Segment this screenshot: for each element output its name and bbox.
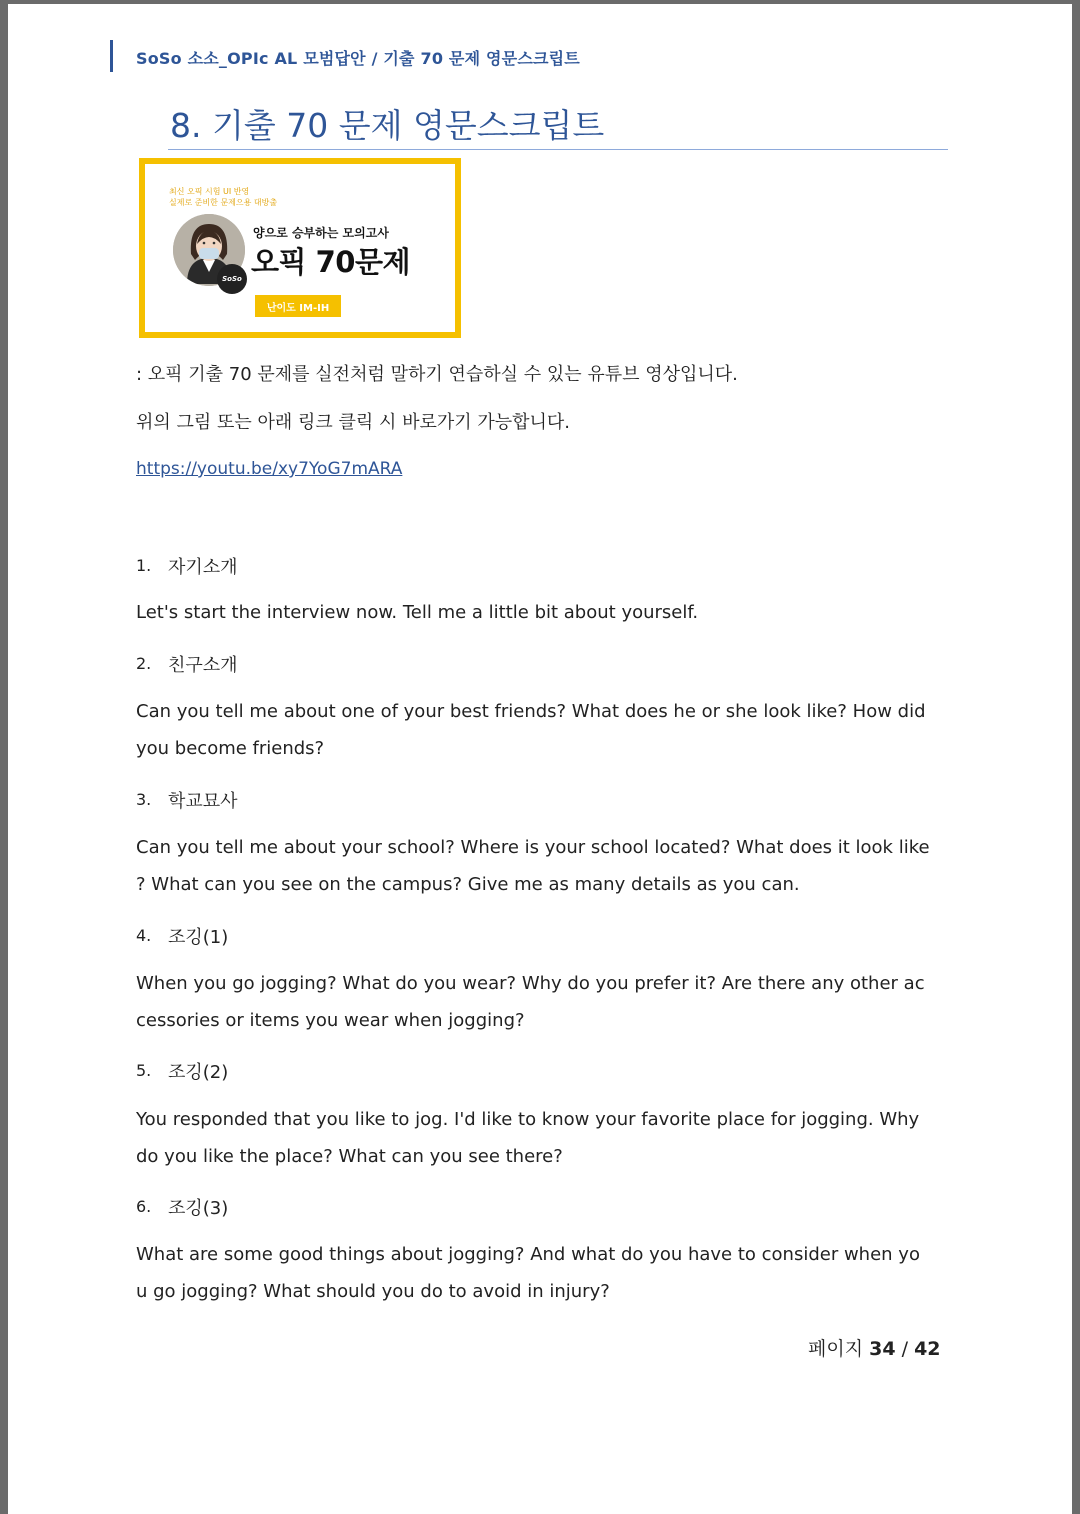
thumbnail-main-title: 오픽 70문제: [251, 245, 411, 279]
thumbnail-tagline: 최신 오픽 시험 UI 반영 실제로 준비한 문제으용 대방출: [169, 187, 278, 207]
intro-line-2: 위의 그림 또는 아래 링크 클릭 시 바로가기 가능합니다.: [136, 412, 571, 433]
question-title: 학교묘사: [168, 791, 238, 812]
section-title: 8. 기출 70 문제 영문스크립트: [170, 106, 605, 145]
document-page: [8, 4, 1072, 1514]
question-number: 5.: [136, 1061, 152, 1080]
header-breadcrumb: SoSo 소소_OPIc AL 모범답안 / 기출 70 문제 영문스크립트: [136, 49, 580, 68]
header-accent-bar: [110, 40, 113, 72]
question-text: Can you tell me about one of your best friends? What does he or she look like? How did: [136, 701, 926, 722]
question-number: 2.: [136, 654, 152, 673]
question-title: 조깅(1): [168, 927, 229, 948]
youtube-thumbnail[interactable]: [139, 158, 461, 338]
question-text: Can you tell me about your school? Where is your school located? What does it look like: [136, 837, 930, 858]
question-title: 조깅(3): [168, 1198, 229, 1219]
question-text: cessories or items you wear when jogging?: [136, 1010, 525, 1031]
soso-badge: SoSo: [217, 264, 247, 294]
question-text: u go jogging? What should you do to avoid in injury?: [136, 1281, 610, 1302]
youtube-link[interactable]: https://youtu.be/xy7YoG7mARA: [136, 459, 403, 479]
question-number: 1.: [136, 556, 152, 575]
question-text: Let's start the interview now. Tell me a little bit about yourself.: [136, 602, 699, 623]
thumbnail-level-badge: 난이도 IM-IH: [255, 295, 341, 317]
question-text: When you go jogging? What do you wear? Why do you prefer it? Are there any other ac: [136, 973, 925, 994]
question-title: 친구소개: [168, 655, 238, 676]
question-text: do you like the place? What can you see there?: [136, 1146, 563, 1167]
intro-line-1: : 오픽 기출 70 문제를 실전처럼 말하기 연습하실 수 있는 유튜브 영상입니다.: [136, 364, 738, 385]
page-number: 페이지 34 / 42: [808, 1338, 941, 1360]
title-underline: [168, 149, 948, 150]
question-title: 자기소개: [168, 557, 238, 578]
question-number: 6.: [136, 1197, 152, 1216]
question-text: you become friends?: [136, 738, 325, 759]
question-number: 3.: [136, 790, 152, 809]
question-title: 조깅(2): [168, 1062, 229, 1083]
question-number: 4.: [136, 926, 152, 945]
question-text: You responded that you like to jog. I'd like to know your favorite place for jogging. Why: [136, 1109, 920, 1130]
question-text: ? What can you see on the campus? Give me as many details as you can.: [136, 874, 800, 895]
question-text: What are some good things about jogging? And what do you have to consider when yo: [136, 1244, 920, 1265]
thumbnail-subtitle: 양으로 승부하는 모의고사: [253, 226, 389, 240]
